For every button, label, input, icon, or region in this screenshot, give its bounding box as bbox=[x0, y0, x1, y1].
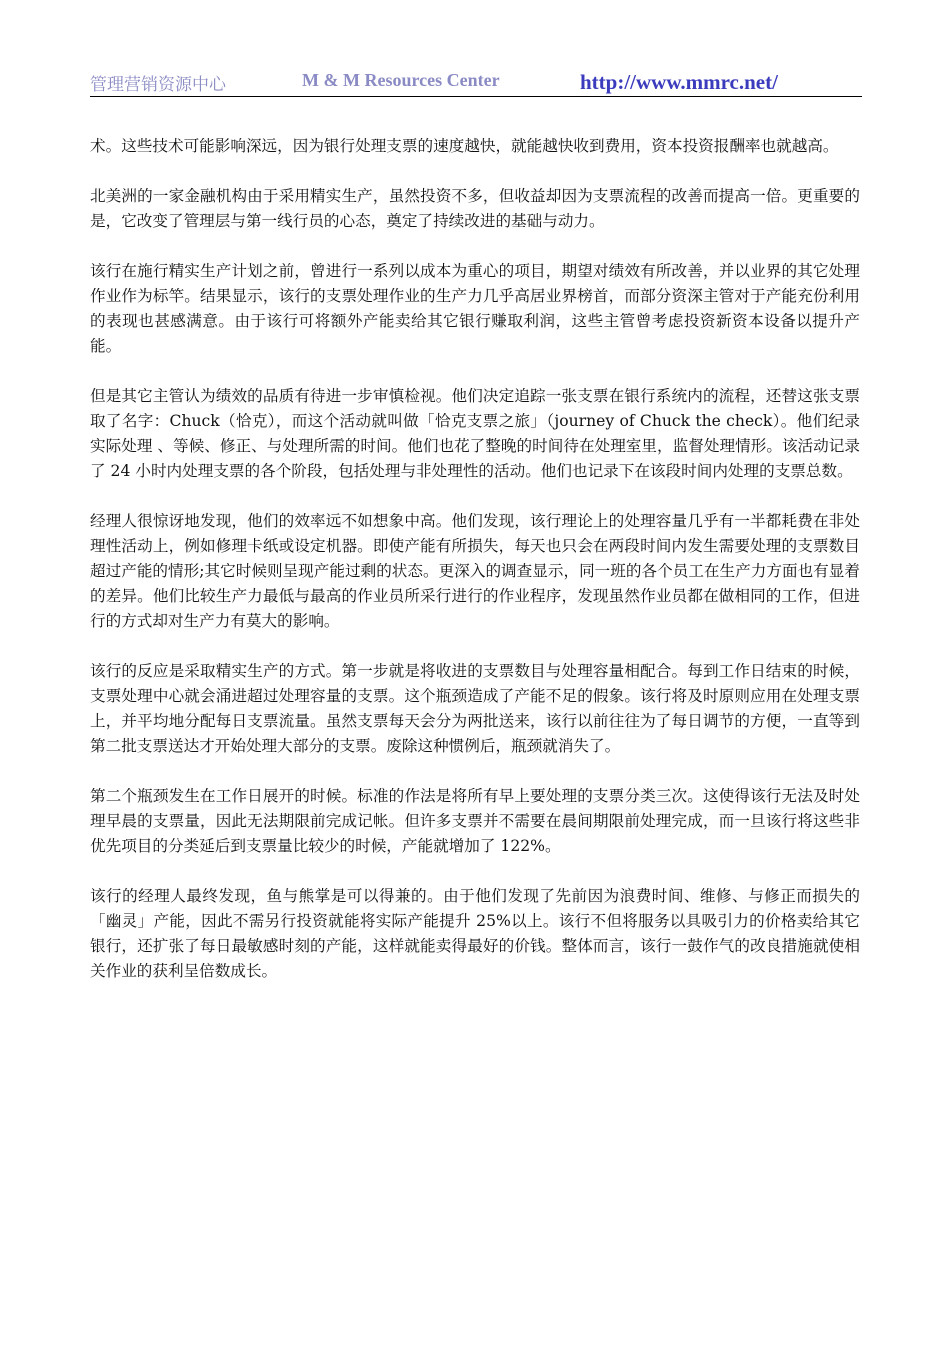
paragraph: 该行的反应是采取精实生产的方式。第一步就是将收进的支票数目与处理容量相配合。每到工作日结束的时候，支票处理中心就会涌进超过处理容量的支票。这个瓶颈造成了产能不足的假象。该行将及时原则应用在处理支票上，并平均地分配每日支票流量。虽然支票每天会分为两批送来，该行以前往往为了每日调节的方便，一直等到第二批支票送达才开始处理大部分的支票。废除这种惯例后，瓶颈就消失了。 bbox=[90, 662, 860, 755]
header-url-link[interactable]: http://www.mmrc.net/ bbox=[580, 70, 778, 94]
header-org-english: M & M Resources Center bbox=[302, 70, 500, 90]
paragraph: 经理人很惊讶地发现，他们的效率远不如想象中高。他们发现，该行理论上的处理容量几乎有一半都耗费在非处理性活动上，例如修理卡纸或设定机器。即使产能有所损失，每天也只会在两段时间内发生需要处理的支票数目超过产能的情形;其它时候则呈现产能过剩的状态。更深入的调查显示，同一班的各个员工在生产力方面也有显着的差异。他们比较生产力最低与最高的作业员所采行进行的作业程序，发现虽然作业员都在做相同的工作，但进行的方式却对生产力有莫大的影响。 bbox=[90, 512, 860, 630]
header-org-chinese: 管理营销资源中心 bbox=[90, 75, 226, 95]
body-text bbox=[90, 134, 860, 1009]
paragraph: 但是其它主管认为绩效的品质有待进一步审慎检视。他们决定追踪一张支票在银行系统内的流程，还替这张支票取了名字：Chuck（恰克），而这个活动就叫做「恰克支票之旅」（journey of Chuck the check）。他们纪录实际处理 、等候、修正、与处理所需的时间。他们也花了整晚的时间待在处理室里，监督处理情形。该活动记录了 24 小时内处理支票的各个阶段，包括处理与非处理性的活动。他们也记录下在该段时间内处理的支票总数。 bbox=[90, 387, 860, 480]
paragraph: 该行在施行精实生产计划之前，曾进行一系列以成本为重心的项目，期望对绩效有所改善，并以业界的其它处理作业作为标竿。结果显示，该行的支票处理作业的生产力几乎高居业界榜首，而部分资深主管对于产能充份利用的表现也甚感满意。由于该行可将额外产能卖给其它银行赚取利润，这些主管曾考虑投资新资本设备以提升产能。 bbox=[90, 262, 860, 355]
paragraph: 第二个瓶颈发生在工作日展开的时候。标准的作法是将所有早上要处理的支票分类三次。这使得该行无法及时处理早晨的支票量，因此无法期限前完成记帐。但许多支票并不需要在晨间期限前处理完成，而一旦该行将这些非优先项目的分类延后到支票量比较少的时候，产能就增加了 122%。 bbox=[90, 787, 860, 855]
paragraph: 该行的经理人最终发现，鱼与熊掌是可以得兼的。由于他们发现了先前因为浪费时间、维修、与修正而损失的「幽灵」产能，因此不需另行投资就能将实际产能提升 25%以上。该行不但将服务以具吸引力的价格卖给其它银行，还扩张了每日最敏感时刻的产能，这样就能卖得最好的价钱。整体而言，该行一鼓作气的改良措施就使相关作业的获利呈倍数成长。 bbox=[90, 887, 860, 980]
page-header bbox=[90, 70, 862, 97]
paragraph: 北美洲的一家金融机构由于采用精实生产，虽然投资不多，但收益却因为支票流程的改善而提高一倍。更重要的是，它改变了管理层与第一线行员的心态，奠定了持续改进的基础与动力。 bbox=[90, 187, 860, 230]
paragraph: 术。这些技术可能影响深远，因为银行处理支票的速度越快，就能越快收到费用，资本投资报酬率也就越高。 bbox=[90, 137, 839, 155]
